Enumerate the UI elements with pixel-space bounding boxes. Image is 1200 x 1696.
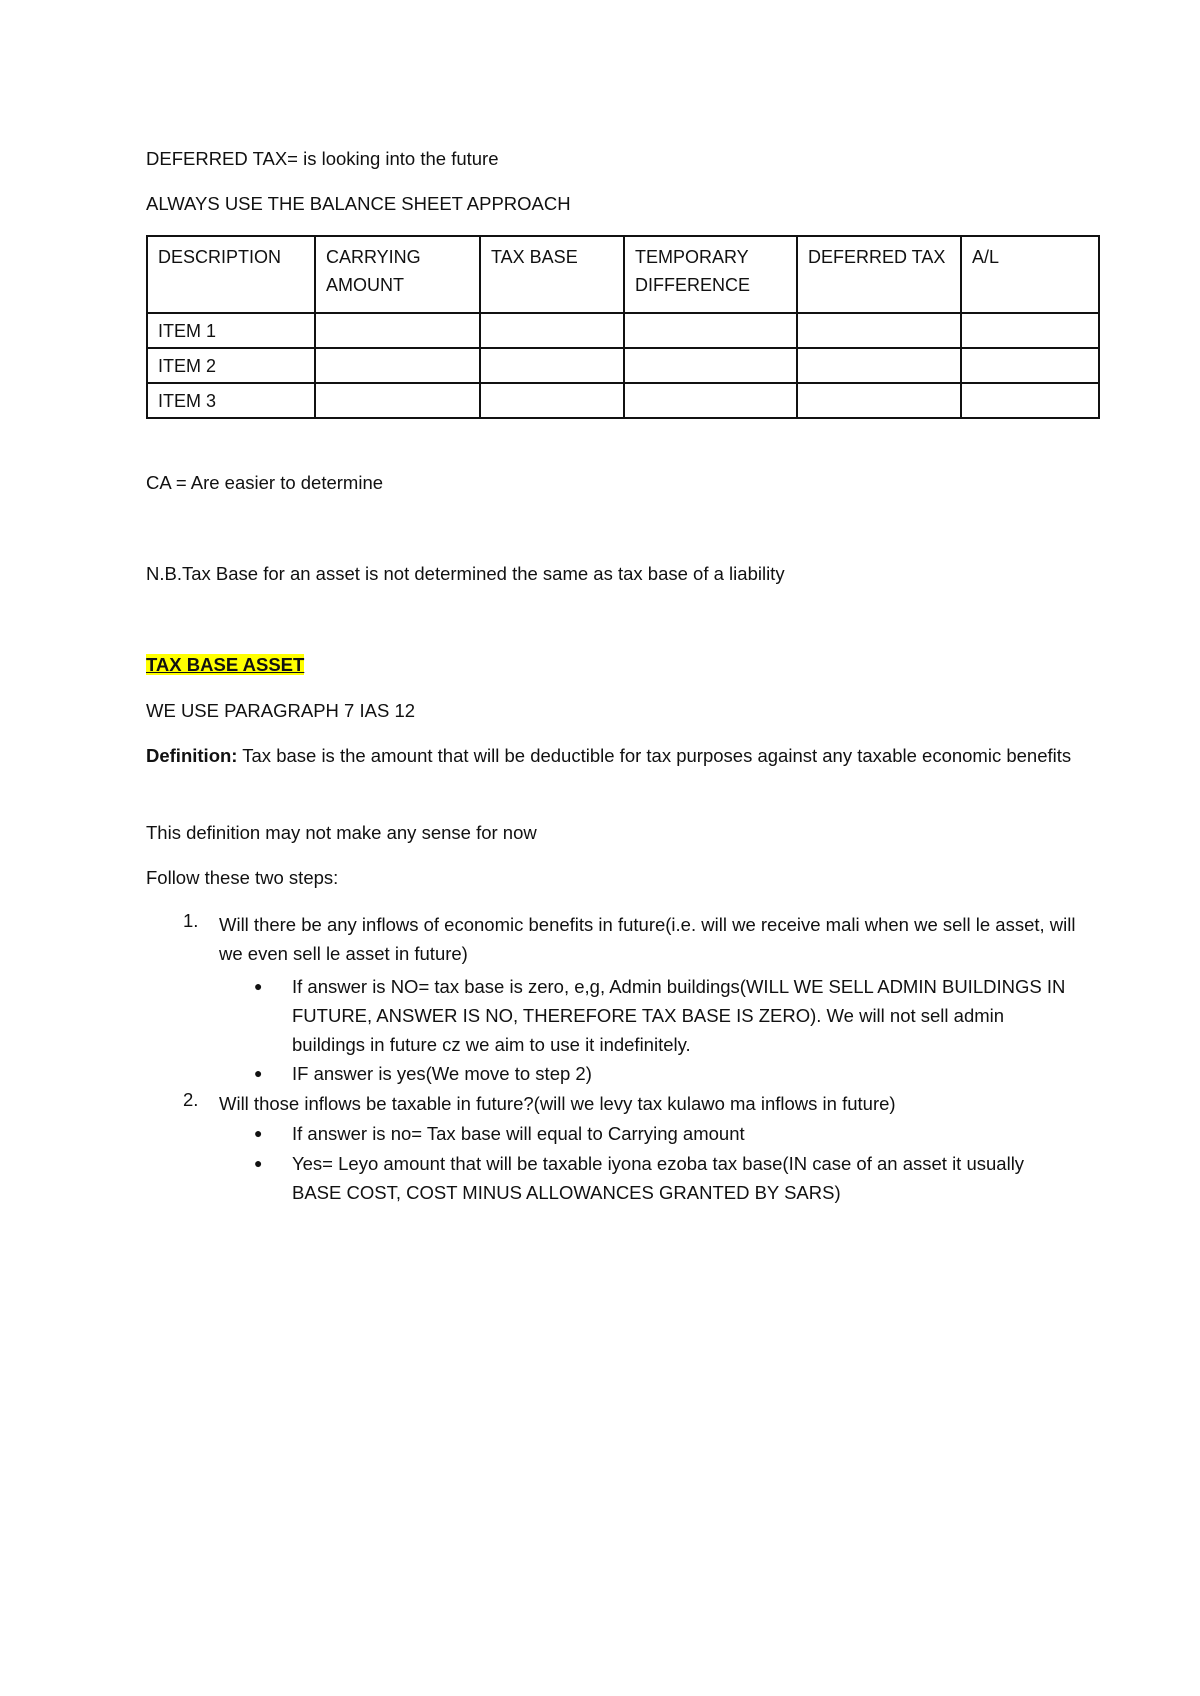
table-cell [961, 348, 1099, 383]
table-cell [480, 313, 624, 348]
table-row [147, 383, 1099, 418]
deferred-tax-table [146, 235, 1100, 419]
step-number: 2. [183, 1089, 199, 1110]
table-header-cell: A/L [961, 236, 1099, 313]
table-cell: ITEM 2 [147, 348, 315, 383]
table-cell [624, 313, 797, 348]
table-cell: ITEM 3 [147, 383, 315, 418]
paragraph-reference: WE USE PARAGRAPH 7 IAS 12 [146, 700, 416, 721]
table-row [147, 348, 1099, 383]
heading-deferred-tax: DEFERRED TAX= is looking into the future [146, 148, 499, 169]
step-bullet: If answer is NO= tax base is zero, e,g, Admin buildings(WILL WE SELL ADMIN BUILDINGS IN FUTURE, ANSWER IS NO, THEREFORE TAX BASE IS ZERO). We will not sell admin buildings in future cz we aim to use it indefinitely. [292, 976, 1066, 1055]
definition-paragraph [146, 741, 1076, 770]
table-cell [480, 383, 624, 418]
table-header-cell: TAX BASE [480, 236, 624, 313]
step-bullet: If answer is no= Tax base will equal to Carrying amount [292, 1123, 745, 1144]
bullet-icon: ● [254, 978, 263, 994]
table-cell [315, 348, 480, 383]
bullet-icon: ● [254, 1065, 263, 1081]
table-cell [797, 383, 961, 418]
ca-note: CA = Are easier to determine [146, 472, 384, 493]
table-cell [797, 348, 961, 383]
nb-note: N.B.Tax Base for an asset is not determined the same as tax base of a liability [146, 563, 785, 584]
heading-balance-sheet: ALWAYS USE THE BALANCE SHEET APPROACH [146, 193, 571, 214]
steps-intro: Follow these two steps: [146, 867, 339, 888]
definition-label: Definition: [146, 745, 238, 766]
table-cell [315, 313, 480, 348]
table-cell [624, 348, 797, 383]
step-bullet: IF answer is yes(We move to step 2) [292, 1063, 592, 1084]
table-cell [961, 383, 1099, 418]
section-title-highlight: TAX BASE ASSET [146, 654, 305, 675]
step-bullet: Yes= Leyo amount that will be taxable iyona ezoba tax base(IN case of an asset it usually BASE COST, COST MINUS ALLOWANCES GRANTED BY SARS) [292, 1153, 1025, 1203]
table-row [147, 313, 1099, 348]
table-header-row [147, 236, 1099, 313]
table-header-cell: TEMPORARY DIFFERENCE [624, 236, 797, 313]
bullet-icon: ● [254, 1125, 263, 1141]
table-header-cell: CARRYING AMOUNT [315, 236, 480, 313]
bullet-icon: ● [254, 1155, 263, 1171]
table-cell [480, 348, 624, 383]
definition-note: This definition may not make any sense for now [146, 822, 537, 843]
table-cell [624, 383, 797, 418]
table-header-cell: DEFERRED TAX [797, 236, 961, 313]
table-cell [315, 383, 480, 418]
table-cell [961, 313, 1099, 348]
step-text: Will those inflows be taxable in future?(will we levy tax kulawo ma inflows in future) [219, 1093, 896, 1114]
section-title [146, 656, 304, 675]
table-cell [797, 313, 961, 348]
definition-text: Tax base is the amount that will be deductible for tax purposes against any taxable economic benefits [237, 745, 1072, 766]
table-cell: ITEM 1 [147, 313, 315, 348]
table-header-cell: DESCRIPTION [147, 236, 315, 313]
step-text: Will there be any inflows of economic benefits in future(i.e. will we receive mali when we sell le asset, will we even sell le asset in future) [219, 914, 1076, 964]
step-number: 1. [183, 910, 199, 931]
